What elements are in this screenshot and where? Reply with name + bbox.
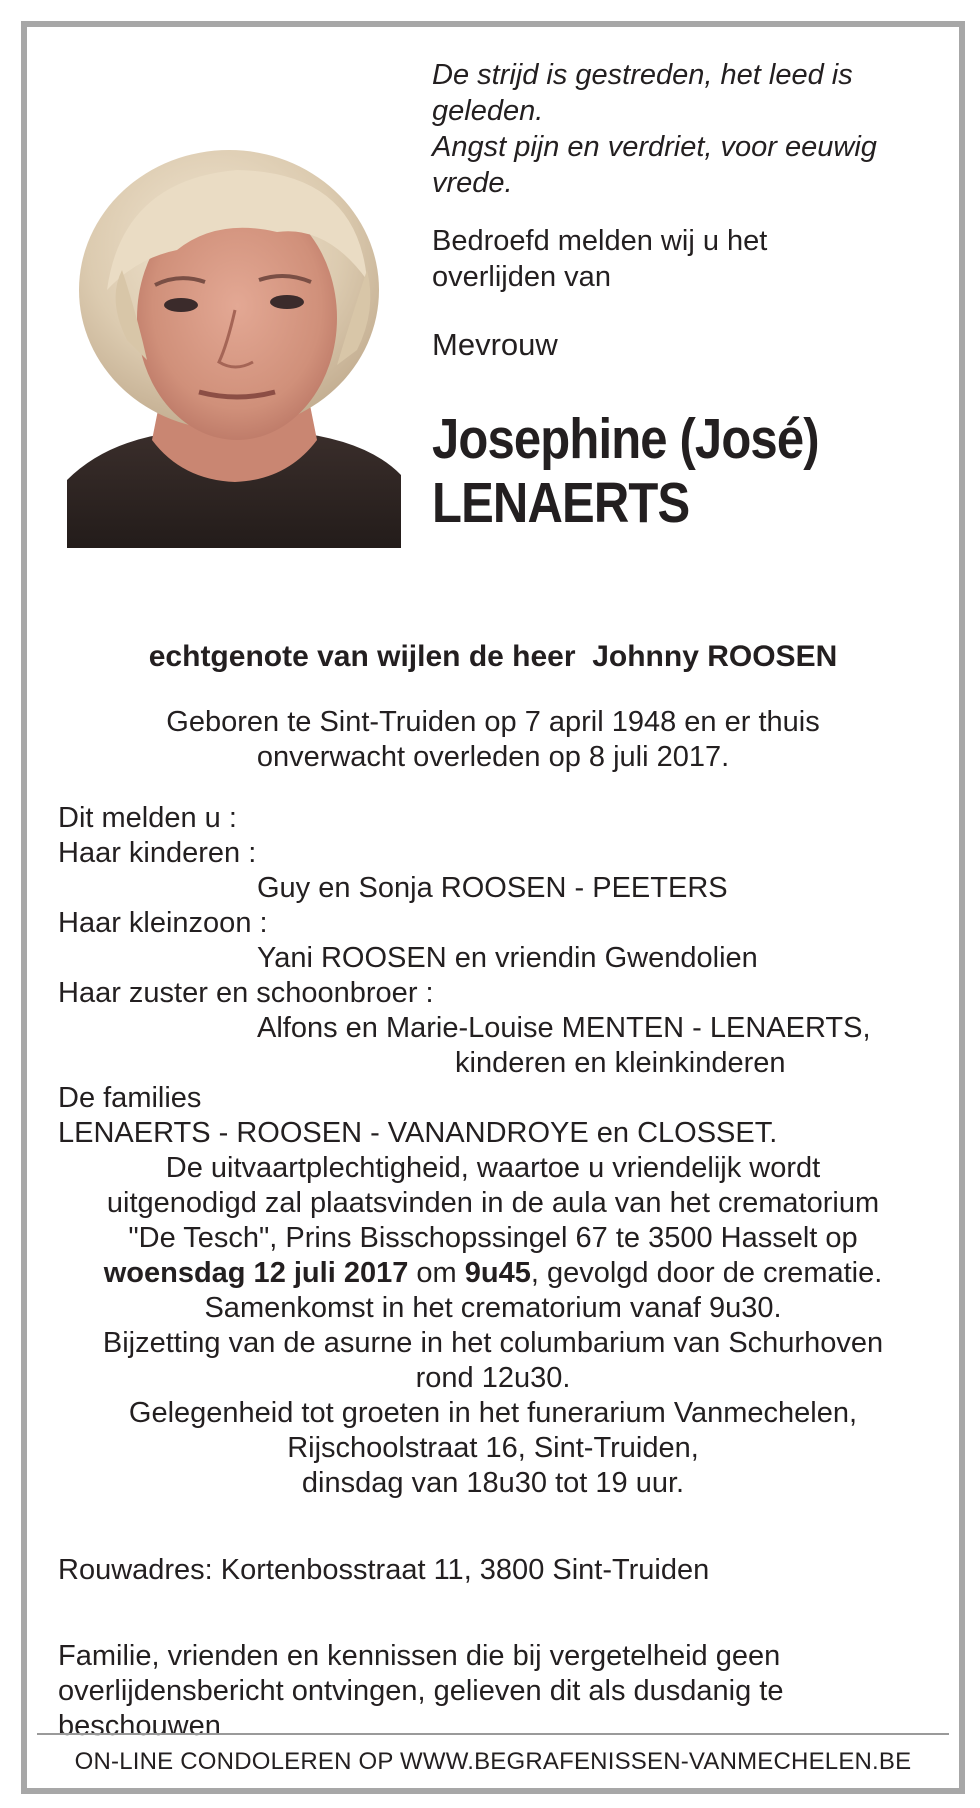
families-label: De families xyxy=(58,1082,202,1114)
poem-line: Angst pijn en verdriet, voor eeuwig xyxy=(432,131,877,163)
spouse-line xyxy=(27,639,959,675)
funeral-time: 9u45 xyxy=(464,1257,531,1289)
grandson-names: Yani ROOSEN en vriendin Gwendolien xyxy=(257,942,758,974)
notice-line: beschouwen xyxy=(58,1710,221,1742)
sister-label: Haar zuster en schoonbroer : xyxy=(58,977,434,1009)
last-name: LENAERTS xyxy=(432,471,690,535)
funeral-line: rond 12u30. xyxy=(415,1362,571,1394)
funeral-om: om xyxy=(408,1257,465,1289)
portrait-photo xyxy=(67,140,401,548)
funeral-line: uitgenodigd zal plaatsvinden in de aula van het crematorium xyxy=(106,1187,880,1219)
mourning-address: Rouwadres: Kortenbosstraat 11, 3800 Sint-Truiden xyxy=(58,1554,710,1586)
funeral-line: Samenkomst in het crematorium vanaf 9u30. xyxy=(204,1292,782,1324)
funeral-rest: , gevolgd door de crematie. xyxy=(530,1257,883,1289)
honorific: Mevrouw xyxy=(432,327,558,362)
birth-line: Geboren te Sint-Truiden op 7 april 1948 en er thuis xyxy=(166,706,820,738)
funeral-line: De uitvaartplechtigheid, waartoe u vriendelijk wordt xyxy=(165,1152,821,1184)
closing-notice xyxy=(58,1639,938,1744)
poem-line: geleden. xyxy=(432,95,544,127)
funeral-line: dinsdag van 18u30 tot 19 uur. xyxy=(301,1467,685,1499)
announcement-line: overlijden van xyxy=(432,261,611,293)
funeral-line: "De Tesch", Prins Bisschopssingel 67 te 3500 Hasselt op xyxy=(128,1222,858,1254)
funeral-details xyxy=(27,1151,959,1501)
funeral-day: woensdag 12 juli 2017 xyxy=(103,1257,409,1289)
poem-line: vrede. xyxy=(432,167,513,199)
grandson-label: Haar kleinzoon : xyxy=(58,907,268,939)
spouse-prefix: echtgenote van wijlen de heer xyxy=(148,640,576,673)
sister-names: Alfons en Marie-Louise MENTEN - LENAERTS, xyxy=(257,1012,871,1044)
death-line: onverwacht overleden op 8 juli 2017. xyxy=(256,741,730,773)
announcement xyxy=(432,223,952,295)
notice-line: Familie, vrienden en kennissen die bij vergetelheid geen xyxy=(58,1640,781,1672)
footer-divider xyxy=(37,1733,949,1735)
deceased-name xyxy=(432,407,879,535)
obituary-card xyxy=(21,21,965,1794)
family-list xyxy=(58,801,938,1151)
funeral-line: Gelegenheid tot groeten in het funerarium Vanmechelen, xyxy=(128,1397,858,1429)
funeral-line: Rijschoolstraat 16, Sint-Truiden, xyxy=(287,1432,699,1464)
online-condolence-footer[interactable]: ON-LINE CONDOLEREN OP WWW.BEGRAFENISSEN-VANMECHELEN.BE xyxy=(74,1748,912,1775)
sister-descendants: kinderen en kleinkinderen xyxy=(455,1047,786,1079)
family-intro: Dit melden u : xyxy=(58,802,237,834)
children-names: Guy en Sonja ROOSEN - PEETERS xyxy=(257,872,728,904)
notice-line: overlijdensbericht ontvingen, gelieven dit als dusdanig te xyxy=(58,1675,784,1707)
children-label: Haar kinderen : xyxy=(58,837,257,869)
poem-line: De strijd is gestreden, het leed is xyxy=(432,59,853,91)
poem xyxy=(432,57,952,201)
first-name: Josephine (José) xyxy=(432,407,819,471)
announcement-line: Bedroefd melden wij u het xyxy=(432,225,768,257)
birth-death-info xyxy=(27,705,959,775)
spouse-name: Johnny ROOSEN xyxy=(592,640,838,673)
families-names: LENAERTS - ROOSEN - VANANDROYE en CLOSSET. xyxy=(58,1117,778,1149)
funeral-line: Bijzetting van de asurne in het columbarium van Schurhoven xyxy=(102,1327,884,1359)
funeral-date-line xyxy=(27,1256,959,1291)
